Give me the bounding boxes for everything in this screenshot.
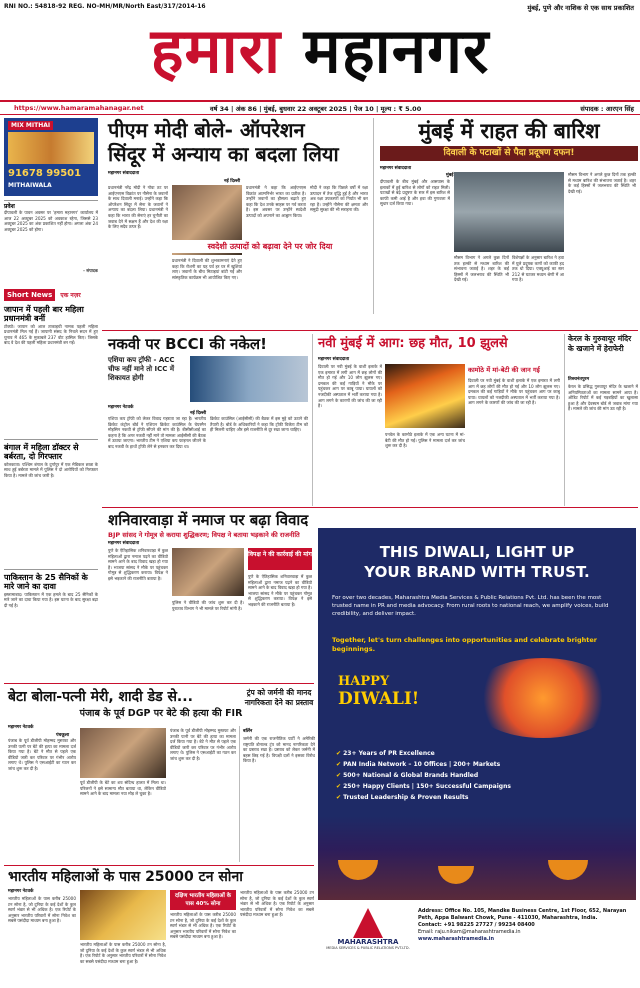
ad-footer [318,900,636,983]
masthead-tagline: मुंबई, पुणे और नाशिक से एक साथ प्रकाशित [527,4,634,12]
maharashtra-media-logo: MAHARASHTRA MEDIA SERVICES & PUBLIC RELATIONS PVT.LTD. [326,908,410,968]
gold-body-col3: भारतीय महिलाओं के पास करीब 25000 टन सोना है, जो दुनिया के कई देशों के कुल स्वर्ण भंडार से भी अधिक है। एक रिपोर्ट के अनुसार भारतीय परिवारों में सोना निवेश का सबसे पसंदीदा माध्यम बना हुआ है। [170,912,236,940]
punjab-body-col2: पूर्व डीजीपी के बेटे का शव संदिग्ध हालत में मिला था। परिजनों ने इसे सामान्य मौत बताया था, लेकिन वीडियो सामने आने के बाद मामला नया मोड़ ले चुका है। [80,780,166,797]
diya-lamps-graphic [318,816,636,900]
lead-headline: पीएम मोदी बोले- ऑपरेशन सिंदूर में अन्याय का बदला लिया [108,118,339,166]
notice-sign: - संपादक [83,268,98,273]
bcci-body-2: क्रिकेट काउंसिल (आईसीसी) की बैठक में इस मुद्दे को उठाने की तैयारी है। बोर्ड के अधिकारियों ने कहा कि ट्रॉफी विजेता टीम को ही मिलनी चाहिए और इसे राजनीति से दूर रखा जाना चाहिए। [210,416,308,433]
happy-diwali-lettering: HAPPY DIWALI! [338,674,420,709]
lead-body-col4: मोदी ने कहा कि पिछले वर्षों में रक्षा उत्पादन में तेज वृद्धि हुई है और भारत अब रक्षा उपकरणों का निर्यात भी कर रहा है। उन्होंने नौसेना की क्षमता और समुद्री सुरक्षा की भी सराहना की। [310,185,368,213]
shaniwarwada-body-col2: पुलिस ने वीडियो की जांच शुरू कर दी है। पुरातत्व विभाग ने भी मामले पर रिपोर्ट मांगी है। [172,600,244,611]
news-bengal-headline: बंगाल में महिला डॉक्टर से बर्बरता, दो गिरफ्तार [4,442,79,462]
ad-brand: MITHAIWALA [8,182,52,189]
fire-body-2: पनवेल के कामोठे इलाके में एक अन्य घटना में मां-बेटी की मौत हो गई। पुलिस ने मामला दर्ज कर जांच शुरू कर दी है। [385,432,465,449]
punjab-body-col3: पंजाब के पूर्व डीजीपी मोहम्मद मुस्तफा और उनकी पत्नी पर बेटे की हत्या का मामला दर्ज किया गया है। बेटे ने मौत से पहले एक वीडियो जारी कर परिवार पर गंभीर आरोप लगाए थे। पुलिस ने एसआईटी का गठन कर जांच शुरू कर दी है। [170,728,236,761]
bcci-byline: महानगर नेटवर्क [108,405,134,410]
rain-body-col2: मौसम विभाग ने अगले कुछ दिनों तक हल्की से मध्यम बारिश की संभावना जताई है। शहर के कई हिस्सों में जलभराव की स्थिति भी देखी गई। [454,255,509,283]
ad-tagline: Together, let's turn challenges into opportunities and celebrate brighter beginnings. [332,636,598,653]
shaniwarwada-body-col1: पुणे के ऐतिहासिक शनिवारवाड़ा में कुछ महिलाओं द्वारा नमाज पढ़ने का वीडियो सामने आने के बाद विवाद खड़ा हो गया है। भाजपा सांसद ने मौके पर पहुंचकर गोमूत्र से शुद्धिकरण कराया। विपक्ष ने इसे भड़काने की राजनीति बताया है। [108,548,168,581]
punjab-dateline: पंचकूला [56,733,70,738]
bcci-photo [190,356,308,402]
gold-body-col4: भारतीय महिलाओं के पास करीब 25000 टन सोना है, जो दुनिया के कई देशों के कुल स्वर्ण भंडार से भी अधिक है। एक रिपोर्ट के अनुसार भारतीय परिवारों में सोना निवेश का सबसे पसंदीदा माध्यम बना हुआ है। [240,890,314,918]
newspaper-title [0,6,640,96]
ad-contact-block: Address: Office No. 105, Mandke Business Centre, 1st Floor, 652, Narayan Peth, Appa Balwant Chowk, Pune - 411030, Maharashtra, India. Contact: +91 98225 27727 / 99234 08400 Email: raju.nikam@maharashtramedia.in www.maharashtramedia.in [418,908,632,943]
punjab-byline: महानगर नेटवर्क [8,725,34,730]
ad-mix-title: MIX MITHAI [8,121,53,130]
bcci-subhead: एशिया कप ट्रॉफी - ACC चीफ नहीं माने तो ICC में शिकायत होगी [108,356,175,382]
rain-body-col4: मौसम विभाग ने अगले कुछ दिनों तक हल्की से मध्यम बारिश की संभावना जताई है। शहर के कई हिस्सों में जलभराव की स्थिति भी देखी गई। [568,172,636,194]
kerala-headline: केरल के गुरुवायूर मंदिर के खजाने में हेराफेरी [568,334,632,353]
bcci-headline: नकवी पर BCCI की नकेल! [108,335,267,353]
lead-body-col2: प्रधानमंत्री ने दिवाली की शुभकामनाएं देते हुए कहा कि रोशनी का यह पर्व हर घर में खुशियां लाए। जवानों के बीच मिठाइयां बांटी गईं और सांस्कृतिक कार्यक्रम भी आयोजित किए गए। [172,258,242,280]
shaniwarwada-subhead: BJP सांसद ने गोमूत्र से कराया शुद्धिकरण; विपक्ष ने बताया भड़काने की राजनीति [108,531,300,539]
ad-phone-number: 91678 99501 [8,168,82,179]
news-bengal-body: कोलकाता। पश्चिम बंगाल के दुर्गापुर में एक मेडिकल छात्रा के साथ हुई बर्बरता मामले में पुलिस ने दो आरोपियों को गिरफ्तार किया है। मामले की जांच जारी है। [4,461,98,478]
rain-strip: दिवाली के पटाखों से पैदा प्रदूषण दफन! [380,146,638,161]
gold-byline: महानगर नेटवर्क [8,889,34,894]
lead-dateline: नई दिल्ली [224,179,241,184]
lead-body-col1: प्रधानमंत्री नरेंद्र मोदी ने गोवा तट पर आईएनएस विक्रांत पर नौसेना के जवानों के साथ दिवाली मनाई। उन्होंने कहा कि ऑपरेशन सिंदूर में सेना के जवानों ने अन्याय का बदला लिया। प्रधानमंत्री ने कहा कि भारत की सेनाएं हर चुनौती का जवाब देने में सक्षम हैं और देश की रक्षा के लिए सदैव तत्पर हैं। [108,185,168,230]
rain-byline: महानगर संवाददाता [380,166,412,171]
gold-body-col1: भारतीय महिलाओं के पास करीब 25000 टन सोना है, जो दुनिया के कई देशों के कुल स्वर्ण भंडार से भी अधिक है। एक रिपोर्ट के अनुसार भारतीय परिवारों में सोना निवेश का सबसे पसंदीदा माध्यम बना हुआ है। [8,896,76,924]
ad-headline: THIS DIWALI, LIGHT UP YOUR BRAND WITH TRUST. [364,543,590,581]
fire-photo [385,364,465,428]
mithai-advertisement[interactable] [4,118,98,196]
kamothe-headline: कामोठे में मां-बेटी की जान गई [468,366,540,374]
news-japan-body: टोक्यो। जापान को आज ताकाइची नामक पहली महिला प्रधानमंत्री मिल गई हैं। जापानी संसद के निचले सदन में हुए चुनाव में 465 के मुकाबले 237 वोट हासिल किए। जिसके बाद वे देश की पहली महिला प्रधानमंत्री बन गईं। [4,323,98,346]
punjab-photo [80,728,166,778]
gold-inset: दक्षिण भारतीय महिलाओं के पास 40% सोना [170,890,236,910]
rangoli-graphic [468,658,618,738]
trump-body: जर्मनी की एक राजनीतिक पार्टी ने अमेरिकी राष्ट्रपति डोनाल्ड ट्रंप को मानद नागरिकता देने का प्रस्ताव रखा है। प्रस्ताव को लेकर जर्मनी में बहस छिड़ गई है। विपक्षी दलों ने इसका विरोध किया है। [243,736,315,764]
news-japan-headline: जापान में पहली बार महिला प्रधानमंत्री बनीं [4,304,84,324]
gold-headline: भारतीय महिलाओं के पास 25000 टन सोना [8,869,243,885]
lead-body-col3: प्रधानमंत्री ने कहा कि आईएनएस विक्रांत आत्मनिर्भर भारत का प्रतीक है। उन्होंने जवानों का हौसला बढ़ाते हुए कहा कि देश उनके साहस पर गर्व करता है। इस अवसर पर उन्होंने स्वदेशी उत्पादों को अपनाने का आह्वान किया। [246,185,306,218]
kerala-body: केरल के प्रसिद्ध गुरुवायूर मंदिर के खजाने में अनियमितताओं का मामला सामने आया है। ऑडिट रिपोर्ट में कई गड़बड़ियों का खुलासा हुआ है और देवस्वम बोर्ड से जवाब मांगा गया है। मामले की जांच की मांग उठ रही है। [568,384,638,412]
kerala-dateline: तिरुवनंतपुरम [568,377,590,382]
title-hamara: हमारा [150,14,282,87]
rain-body-col1: दीपावली के बीच मुंबई और आसपास के इलाकों में हुई बारिश से लोगों को राहत मिली। पटाखों से बढ़े प्रदूषण के स्तर में इस बारिश से काफी कमी आई है और हवा की गुणवत्ता में सुधार दर्ज किया गया। [380,179,450,207]
news-pakistan-headline: पाकिस्तान के 25 सैनिकों के मारे जाने का दावा [4,572,88,592]
diwali-pr-advertisement[interactable] [318,528,636,983]
fire-byline: महानगर संवाददाता [318,357,350,362]
title-mahanagar: महानगर [303,14,490,87]
issue-info-bar [0,100,640,115]
kamothe-body: दिवाली पर नवी मुंबई के वाशी इलाके में एक इमारत में लगी आग में छह लोगों की मौत हो गई और 10 लोग झुलस गए। दमकल की कई गाड़ियों ने मौके पर पहुंचकर आग पर काबू पाया। घायलों को नजदीकी अस्पताल में भर्ती कराया गया है। आग लगने के कारणों की जांच की जा रही है। [468,378,560,406]
punjab-headline-2: पंजाब के पूर्व DGP पर बेटे की हत्या की FIR [79,708,243,719]
shaniwarwada-inset: विपक्ष ने की कार्रवाई की मांग [248,548,312,570]
website-link[interactable]: https://www.hamaramahanagar.net [14,104,144,112]
holiday-notice: दीपावली के पावन अवसर पर 'हमारा महानगर' कार्यालय में आज 22 अक्टूबर 2025 को अवकाश रहेगा, जिससे 23 अक्टूबर 2025 का अंक प्रकाशित नहीं होगा। अगला अंक 24 अक्टूबर 2025 को होगा। [4,210,98,232]
left-column [4,200,98,692]
short-news-label: Short News एक नज़र [4,282,98,301]
shaniwarwada-headline: शनिवारवाड़ा में नमाज पर बढ़ा विवाद [108,511,309,529]
rain-headline: मुंबई में राहत की बारिश [418,119,600,143]
issue-details: वर्ष 34 | अंक 86 | मुंबई, बुधवार 22 अक्टूबर 2025 | पेज 10 | मूल्य : ₹ 5.00 [210,105,422,113]
news-pakistan-body: इस्लामाबाद। पाकिस्तान में एक हमले के बाद 25 सैनिकों के मारे जाने का दावा किया गया है। इस घटना के बाद सुरक्षा बढ़ा दी गई है। [4,591,98,608]
bcci-body: एशिया कप ट्रॉफी को लेकर विवाद गहराता जा रहा है। भारतीय क्रिकेट कंट्रोल बोर्ड ने एशियन क्रिकेट काउंसिल के चेयरमैन मोहसिन नकवी से ट्रॉफी सौंपने की मांग की है। बीसीसीआई का कहना है कि अगर नकवी नहीं माने तो मामला आईसीसी की बैठक में उठाया जाएगा। भारतीय टीम ने एशिया कप फाइनल जीतने के बाद नकवी के हाथों ट्रॉफी लेने से इनकार कर दिया था। [108,416,206,449]
rain-body-col3: विशेषज्ञों के अनुसार बारिश ने हवा में घुले प्रदूषक कणों को काफी हद तक धो दिया। एक्यूआई का स्तर 212 से घटकर मध्यम श्रेणी में आ गया है। [512,255,564,283]
punjab-headline-1: बेटा बोला-पत्नी मेरी, शादी डेड से... [8,689,193,705]
lead-subhead: स्वदेशी उत्पादों को बढ़ावा देने पर जोर दिया [172,240,368,253]
fire-body: दिवाली पर नवी मुंबई के वाशी इलाके में एक इमारत में लगी आग में छह लोगों की मौत हो गई और 10 लोग झुलस गए। दमकल की कई गाड़ियों ने मौके पर पहुंचकर आग पर काबू पाया। घायलों को नजदीकी अस्पताल में भर्ती कराया गया है। आग लगने के कारणों की जांच की जा रही है। [318,364,382,409]
shaniwarwada-byline: महानगर संवाददाता [108,541,140,546]
fire-headline: नवी मुंबई में आग: छह मौत, 10 झुलसे [318,336,508,351]
ad-benefits-list: ✔ 23+ Years of PR Excellence ✔ PAN India Network – 10 Offices | 200+ Markets ✔ 500+ National & Global Brands Handled ✔ 250+ Happy Clients | 150+ Successful Campaigns ✔ Trusted Leadership & Proven Results [336,750,511,801]
editor-credit: संपादक : आरएन सिंह [580,105,634,113]
rain-photo [454,172,564,252]
sweets-photo [8,132,94,164]
shaniwarwada-body-col3: पुणे के ऐतिहासिक शनिवारवाड़ा में कुछ महिलाओं द्वारा नमाज पढ़ने का वीडियो सामने आने के बाद विवाद खड़ा हो गया है। भाजपा सांसद ने मौके पर पहुंचकर गोमूत्र से शुद्धिकरण कराया। विपक्ष ने इसे भड़काने की राजनीति बताया है। [248,574,312,607]
trump-headline: ट्रंप को जर्मनी की मानद नागरिकता देने का प्रस्ताव [244,688,314,707]
lead-byline: महानगर संवाददाता [108,171,140,176]
punjab-body-col1: पंजाब के पूर्व डीजीपी मोहम्मद मुस्तफा और उनकी पत्नी पर बेटे की हत्या का मामला दर्ज किया गया है। बेटे ने मौत से पहले एक वीडियो जारी कर परिवार पर गंभीर आरोप लगाए थे। पुलिस ने एसआईटी का गठन कर जांच शुरू कर दी है। [8,738,76,771]
shaniwarwada-photo [172,548,244,596]
ad-website[interactable]: www.maharashtramedia.in [418,936,495,942]
ad-paragraph: For over two decades, Maharashtra Media Services & Public Relations Pvt. Ltd. has been the most trusted name in PR and media advocacy. From rural roots to national reach, we amplify voices, build credibility, and deliver impact. [332,595,609,617]
gold-photo [80,890,166,940]
bcci-dateline: नई दिल्ली [190,411,207,416]
gold-body-col2: भारतीय महिलाओं के पास करीब 25000 टन सोना है, जो दुनिया के कई देशों के कुल स्वर्ण भंडार से भी अधिक है। एक रिपोर्ट के अनुसार भारतीय परिवारों में सोना निवेश का सबसे पसंदीदा माध्यम बना हुआ है। [80,942,166,964]
rain-dateline: मुंबई [446,173,454,178]
registration-number: RNI NO.: 54818-92 REG. NO-MH/MR/North East/317/2014-16 [4,3,206,10]
trump-dateline: बर्लिन [243,729,253,734]
notice-heading: प्रवेश [4,203,15,210]
